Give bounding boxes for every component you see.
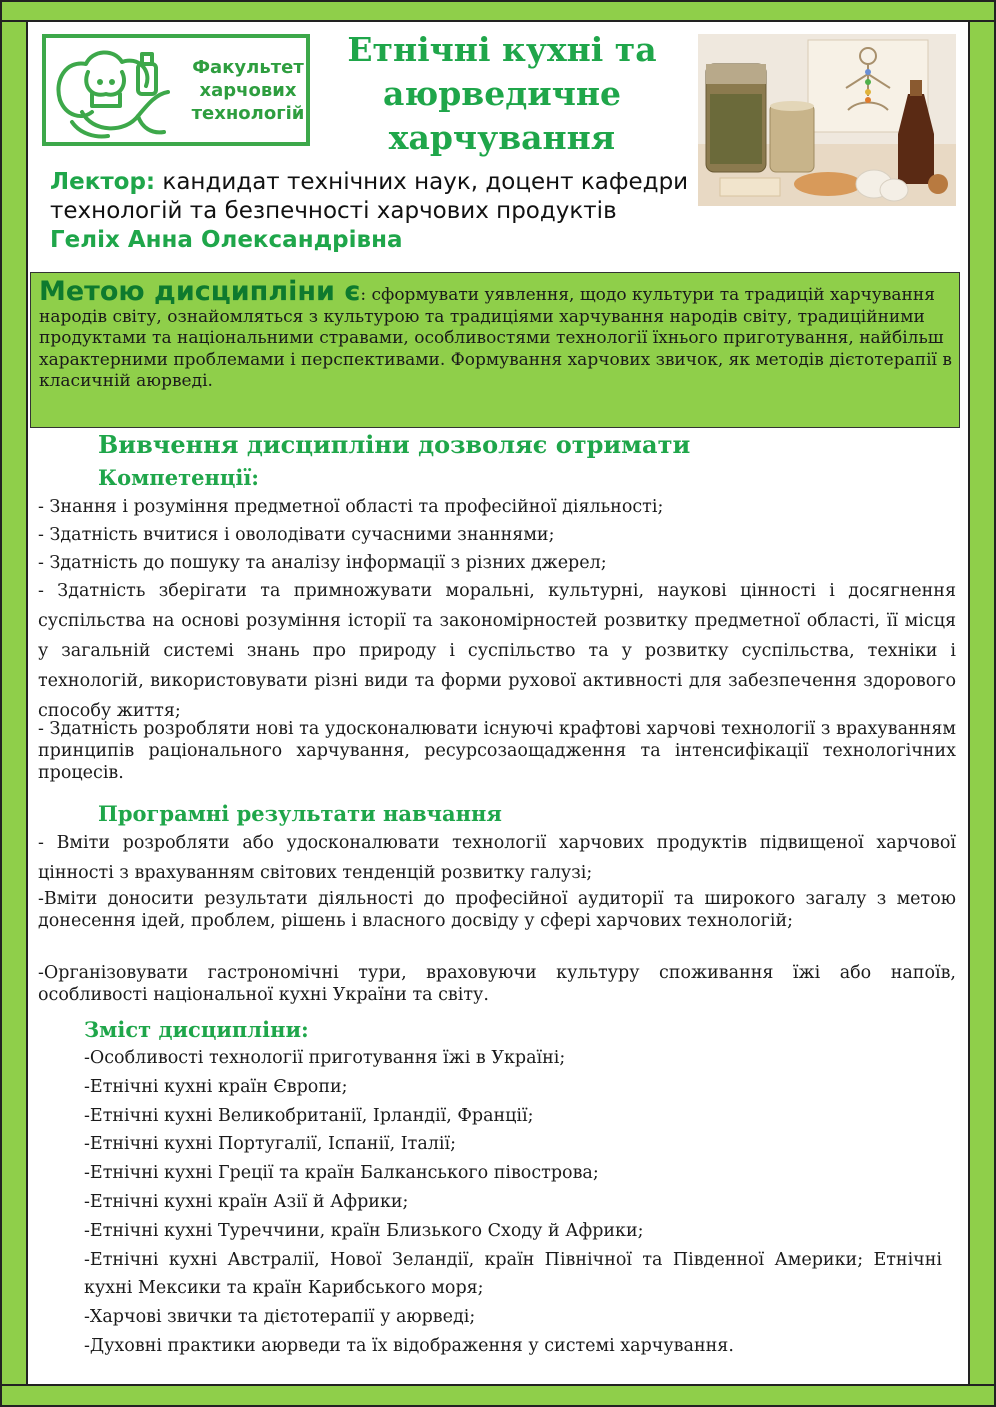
course-goal-colon: : (360, 285, 372, 305)
contents-item: -Етнічні кухні країн Європи; (84, 1076, 348, 1097)
study-heading: Вивчення дисципліни дозволяє отримати (98, 430, 691, 459)
contents-item: -Харчові звички та дієтотерапії у аюрведі; (84, 1307, 476, 1328)
lecturer-info (50, 168, 690, 255)
page-title (318, 28, 686, 160)
competence-item: - Здатність вчитися і оволодівати сучасними знаннями; (38, 525, 555, 545)
contents-heading: Зміст дисципліни: (84, 1017, 309, 1042)
contents-item: -Етнічні кухні Великобританії, Ірландії, Франції; (84, 1105, 534, 1126)
chef-kitchen-emblem-icon (52, 42, 174, 142)
title-line-2: аюрведичне (383, 74, 621, 113)
competences-heading: Компетенції: (98, 465, 260, 490)
outcome-item: - Вміти розробляти або удосконалювати технології харчових продуктів підвищеної харчової цінності з врахуванням світових тенденцій розвитку галузі; (38, 833, 956, 883)
frame-left-strip (0, 0, 28, 1407)
ayurveda-still-life-image (698, 34, 956, 206)
outcome-item: -Організовувати гастрономічні тури, враховуючи культуру споживання їжі або напоїв, особливості національної кухні України та світу. (38, 963, 956, 1005)
contents-list (84, 1044, 942, 1361)
title-line-3: харчування (388, 118, 616, 157)
competence-item: - Здатність до пошуку та аналізу інформації з різних джерел; (38, 553, 607, 573)
faculty-logo (42, 34, 310, 146)
competence-item: - Здатність розробляти нові та удосконалювати існуючі крафтові харчові технології з врахуванням принципів раціонального харчування, ресурсозаощадження та інтенсифікації технологічних процесів. (38, 719, 956, 783)
contents-item: -Етнічні кухні Португалії, Іспанії, Італії; (84, 1134, 456, 1155)
competence-item: - Знання і розуміння предметної області та професійної діяльності; (38, 497, 664, 517)
outcomes-heading: Програмні результати навчання (98, 801, 502, 826)
contents-item: -Духовні практики аюрведи та їх відображення у системі харчування. (84, 1335, 734, 1356)
frame-bottom-strip (0, 1384, 996, 1407)
frame-top-strip (0, 0, 996, 22)
lecturer-title: кандидат технічних наук, доцент кафедри технологій та безпечності харчових продуктів (50, 169, 689, 224)
competence-item: - Здатність зберігати та примножувати моральні, культурні, наукові цінності і досягнення суспільства на основі розуміння історії та закономірностей розвитку предметної області, її місця у загальній системі знань про природу і суспільство та у розвитку суспільства, техніки і технологій, використовувати різні види та форми рухової активності для забезпечення здорового способу життя; (38, 581, 956, 721)
faculty-name (188, 56, 308, 125)
course-goal-box (30, 272, 960, 428)
faculty-name-line-3: технологій (191, 103, 305, 124)
contents-item: -Етнічні кухні Туреччини, країн Близького Сходу й Африки; (84, 1220, 644, 1241)
course-goal-description: сформувати уявлення, щодо культури та традицій харчування народів світу, ознайомляться з культурою та традиціями харчування народів світу, традиційними продуктами та національними стравами, особливостями технології їхнього приготування, найбільш характерними проблемами і перспективами. Формування харчових звичок, як методів дієтотерапії в класичній аюрведі. (39, 285, 952, 392)
outcome-item: -Вміти доносити результати діяльності до професійної аудиторії та широкого загалу з метою донесення ідей, проблем, рішень і власного досвіду у сфері харчових технологій; (38, 889, 956, 931)
frame-right-strip (968, 0, 996, 1407)
lecturer-label: Лектор: (50, 169, 156, 195)
contents-item: -Етнічні кухні Австралії, Нової Зеландії, країн Північної та Південної Америки; Етнічні кухні Мексики та країн Карибського моря; (84, 1249, 942, 1299)
lecturer-name: Геліх Анна Олександрівна (50, 227, 403, 253)
faculty-name-line-2: харчових (199, 80, 297, 101)
course-goal-text (39, 276, 954, 393)
ayurveda-spices-photo (698, 34, 956, 206)
course-goal-label: Метою дисципліни є (39, 276, 361, 307)
contents-item: -Етнічні кухні Греції та країн Балканського півострова; (84, 1163, 599, 1184)
contents-item: -Етнічні кухні країн Азії й Африки; (84, 1191, 409, 1212)
title-line-1: Етнічні кухні та (347, 30, 657, 69)
faculty-name-line-1: Факультет (192, 57, 304, 78)
contents-item: -Особливості технології приготування їжі в Україні; (84, 1048, 566, 1068)
